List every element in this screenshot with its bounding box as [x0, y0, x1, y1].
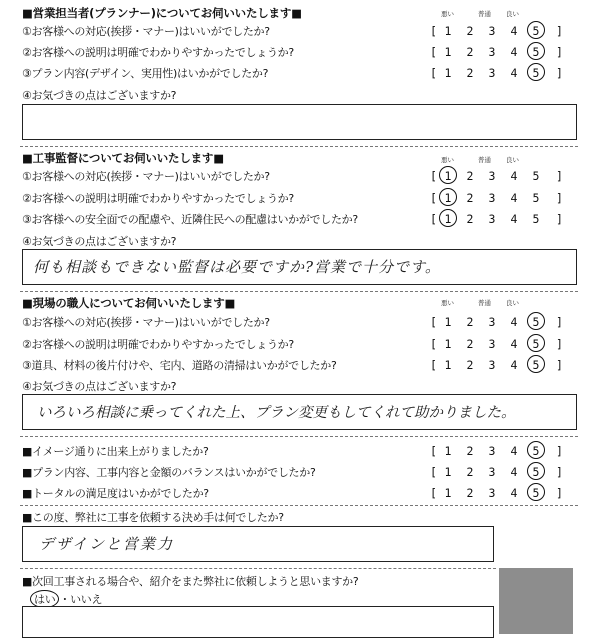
rating-option-3[interactable]: 3	[488, 337, 496, 351]
section3-title: ■現場の職人についてお伺いいたします■	[22, 296, 236, 310]
deciding-factor-box[interactable]	[22, 526, 494, 562]
selected-rating-circle	[527, 462, 545, 480]
rating-option-5[interactable]: 5	[532, 191, 540, 205]
rating-option-5[interactable]: 5	[532, 66, 540, 80]
rating-option-3[interactable]: 3	[488, 169, 496, 183]
option-yes-selected[interactable]: はい	[30, 590, 59, 608]
bracket-close: ]	[556, 358, 563, 372]
s1-comment-box[interactable]	[22, 104, 577, 140]
selected-rating-circle	[527, 21, 545, 39]
rating-option-4[interactable]: 4	[510, 486, 518, 500]
selected-rating-circle	[439, 209, 457, 227]
rating-option-1[interactable]: 1	[444, 486, 452, 500]
section-divider	[20, 146, 578, 147]
selected-rating-circle	[527, 312, 545, 330]
selected-rating-circle	[527, 334, 545, 352]
rating-option-3[interactable]: 3	[488, 465, 496, 479]
s2-q2-text: ②お客様への説明は明確でわかりやすかったでしょうか?	[22, 192, 294, 205]
rating-option-4[interactable]: 4	[510, 212, 518, 226]
rating-option-5[interactable]: 5	[532, 315, 540, 329]
bracket-close: ]	[556, 45, 563, 59]
rating-option-2[interactable]: 2	[466, 444, 474, 458]
s3-q2-rating[interactable]	[430, 337, 570, 353]
scale-label-bad: 悪い	[441, 10, 454, 18]
company-stamp-logo	[499, 568, 573, 634]
bracket-close: ]	[556, 191, 563, 205]
rating-option-3[interactable]: 3	[488, 24, 496, 38]
rating-option-2[interactable]: 2	[466, 315, 474, 329]
s2-comment-label: ④お気づきの点はございますか?	[22, 235, 177, 248]
rating-option-5[interactable]: 5	[532, 465, 540, 479]
s2-q2-rating[interactable]	[430, 191, 570, 207]
bracket-close: ]	[556, 169, 563, 183]
rating-option-2[interactable]: 2	[466, 465, 474, 479]
s1-q3-text: ③プラン内容(デザイン、実用性)はいかがでしたか?	[22, 67, 269, 80]
bracket-open: [	[430, 191, 437, 205]
rating-option-4[interactable]: 4	[510, 191, 518, 205]
rating-option-3[interactable]: 3	[488, 486, 496, 500]
rating-option-3[interactable]: 3	[488, 358, 496, 372]
rating-option-1[interactable]: 1	[444, 66, 452, 80]
selected-rating-circle	[527, 355, 545, 373]
rating-option-4[interactable]: 4	[510, 24, 518, 38]
s1-q1-text: ①お客様への対応(挨拶・マナー)はいいがでしたか?	[22, 25, 270, 38]
section-divider	[20, 436, 578, 437]
rating-option-2[interactable]: 2	[466, 169, 474, 183]
section-divider	[20, 291, 578, 292]
bracket-open: [	[430, 45, 437, 59]
next-time-box[interactable]	[22, 606, 494, 638]
s3-q2-text: ②お客様への説明は明確でわかりやすかったでしょうか?	[22, 338, 294, 351]
rating-option-3[interactable]: 3	[488, 45, 496, 59]
rating-option-1[interactable]: 1	[444, 45, 452, 59]
overall-q3-rating[interactable]	[430, 486, 570, 502]
selected-rating-circle	[527, 63, 545, 81]
rating-option-4[interactable]: 4	[510, 358, 518, 372]
option-separator: ・	[59, 593, 71, 606]
bracket-open: [	[430, 315, 437, 329]
overall-q2-rating[interactable]	[430, 465, 570, 481]
rating-option-2[interactable]: 2	[466, 358, 474, 372]
bracket-close: ]	[556, 465, 563, 479]
s3-q3-text: ③道具、材料の後片付けや、宅内、道路の清掃はいかがでしたか?	[22, 359, 337, 372]
s2-q1-text: ①お客様への対応(挨拶・マナー)はいいがでしたか?	[22, 170, 270, 183]
rating-option-4[interactable]: 4	[510, 444, 518, 458]
s3-q1-text: ①お客様への対応(挨拶・マナー)はいいがでしたか?	[22, 316, 270, 329]
rating-option-5[interactable]: 5	[532, 337, 540, 351]
next-time-label: ■次回工事される場合や、紹介をまた弊社に依頼しようと思いますか?	[22, 575, 359, 588]
rating-option-1[interactable]: 1	[444, 358, 452, 372]
deciding-factor-answer: デザインと営業力	[39, 535, 174, 553]
bracket-open: [	[430, 337, 437, 351]
scale-label-bad: 悪い	[441, 156, 454, 164]
rating-option-5[interactable]: 5	[532, 358, 540, 372]
selected-rating-circle	[527, 441, 545, 459]
rating-option-5[interactable]: 5	[532, 444, 540, 458]
bracket-open: [	[430, 66, 437, 80]
rating-option-2[interactable]: 2	[466, 66, 474, 80]
s2-q1-rating[interactable]	[430, 169, 570, 185]
selected-rating-circle	[439, 188, 457, 206]
overall-q2-text: ■プラン内容、工事内容と金額のバランスはいかがでしたか?	[22, 466, 316, 479]
selected-rating-circle	[527, 483, 545, 501]
rating-option-5[interactable]: 5	[532, 212, 540, 226]
rating-option-1[interactable]: 1	[444, 191, 452, 205]
s2-q3-text: ③お客様への安全面での配慮や、近隣住民への配慮はいかがでしたか?	[22, 213, 358, 226]
rating-option-1[interactable]: 1	[444, 337, 452, 351]
s1-q2-text: ②お客様への説明は明確でわかりやすかったでしょうか?	[22, 46, 294, 59]
s1-q2-rating[interactable]	[430, 45, 570, 61]
scale-label-normal: 普通	[478, 156, 491, 164]
s1-comment-label: ④お気づきの点はございますか?	[22, 89, 177, 102]
rating-option-1[interactable]: 1	[444, 169, 452, 183]
bracket-close: ]	[556, 486, 563, 500]
rating-option-5[interactable]: 5	[532, 169, 540, 183]
s3-comment-text: いろいろ相談に乗ってくれた上、プラン変更もしてくれて助かりました。	[37, 405, 516, 421]
rating-option-1[interactable]: 1	[444, 465, 452, 479]
bracket-open: [	[430, 212, 437, 226]
bracket-close: ]	[556, 315, 563, 329]
rating-option-1[interactable]: 1	[444, 212, 452, 226]
rating-option-2[interactable]: 2	[466, 212, 474, 226]
bracket-open: [	[430, 24, 437, 38]
scale-label-good: 良い	[506, 299, 519, 307]
rating-option-3[interactable]: 3	[488, 191, 496, 205]
rating-option-1[interactable]: 1	[444, 315, 452, 329]
overall-q1-text: ■イメージ通りに出来上がりましたか?	[22, 445, 209, 458]
rating-option-4[interactable]: 4	[510, 315, 518, 329]
overall-q3-text: ■トータルの満足度はいかがでしたか?	[22, 487, 209, 500]
selected-rating-circle	[439, 166, 457, 184]
bracket-open: [	[430, 358, 437, 372]
rating-option-4[interactable]: 4	[510, 66, 518, 80]
selected-rating-circle	[527, 42, 545, 60]
scale-label-normal: 普通	[478, 10, 491, 18]
rating-option-2[interactable]: 2	[466, 337, 474, 351]
scale-label-good: 良い	[506, 156, 519, 164]
rating-option-5[interactable]: 5	[532, 24, 540, 38]
rating-option-5[interactable]: 5	[532, 45, 540, 59]
scale-label-bad: 悪い	[441, 299, 454, 307]
rating-option-5[interactable]: 5	[532, 486, 540, 500]
rating-option-2[interactable]: 2	[466, 45, 474, 59]
s1-q1-rating[interactable]	[430, 24, 570, 40]
s1-q3-rating[interactable]	[430, 66, 570, 82]
s3-q3-rating[interactable]	[430, 358, 570, 374]
rating-option-4[interactable]: 4	[510, 169, 518, 183]
rating-option-2[interactable]: 2	[466, 191, 474, 205]
bracket-open: [	[430, 465, 437, 479]
scale-label-good: 良い	[506, 10, 519, 18]
rating-option-2[interactable]: 2	[466, 486, 474, 500]
section-divider	[20, 505, 578, 506]
s2-comment-box[interactable]	[22, 249, 577, 285]
scale-label-normal: 普通	[478, 299, 491, 307]
rating-option-3[interactable]: 3	[488, 66, 496, 80]
bracket-open: [	[430, 486, 437, 500]
section-divider	[20, 568, 496, 569]
rating-option-4[interactable]: 4	[510, 45, 518, 59]
section1-title: ■営業担当者(プランナー)についてお伺いいたします■	[22, 6, 302, 20]
rating-option-4[interactable]: 4	[510, 465, 518, 479]
s2-comment-text: 何も相談もできない監督は必要ですか?営業で十分です。	[33, 258, 441, 276]
bracket-close: ]	[556, 66, 563, 80]
rating-option-1[interactable]: 1	[444, 444, 452, 458]
s3-comment-label: ④お気づきの点はございますか?	[22, 380, 177, 393]
rating-option-3[interactable]: 3	[488, 444, 496, 458]
s3-comment-box[interactable]	[22, 394, 577, 430]
rating-option-2[interactable]: 2	[466, 24, 474, 38]
s3-q1-rating[interactable]	[430, 315, 570, 331]
overall-q1-rating[interactable]	[430, 444, 570, 460]
rating-option-4[interactable]: 4	[510, 337, 518, 351]
bracket-close: ]	[556, 24, 563, 38]
bracket-open: [	[430, 444, 437, 458]
s2-q3-rating[interactable]	[430, 212, 570, 228]
bracket-close: ]	[556, 337, 563, 351]
bracket-open: [	[430, 169, 437, 183]
option-no[interactable]: いいえ	[70, 593, 103, 606]
section2-title: ■工事監督についてお伺いいたします■	[22, 151, 224, 165]
bracket-close: ]	[556, 444, 563, 458]
deciding-factor-label: ■この度、弊社に工事を依頼する決め手は何でしたか?	[22, 511, 284, 524]
rating-option-1[interactable]: 1	[444, 24, 452, 38]
bracket-close: ]	[556, 212, 563, 226]
rating-option-3[interactable]: 3	[488, 212, 496, 226]
rating-option-3[interactable]: 3	[488, 315, 496, 329]
